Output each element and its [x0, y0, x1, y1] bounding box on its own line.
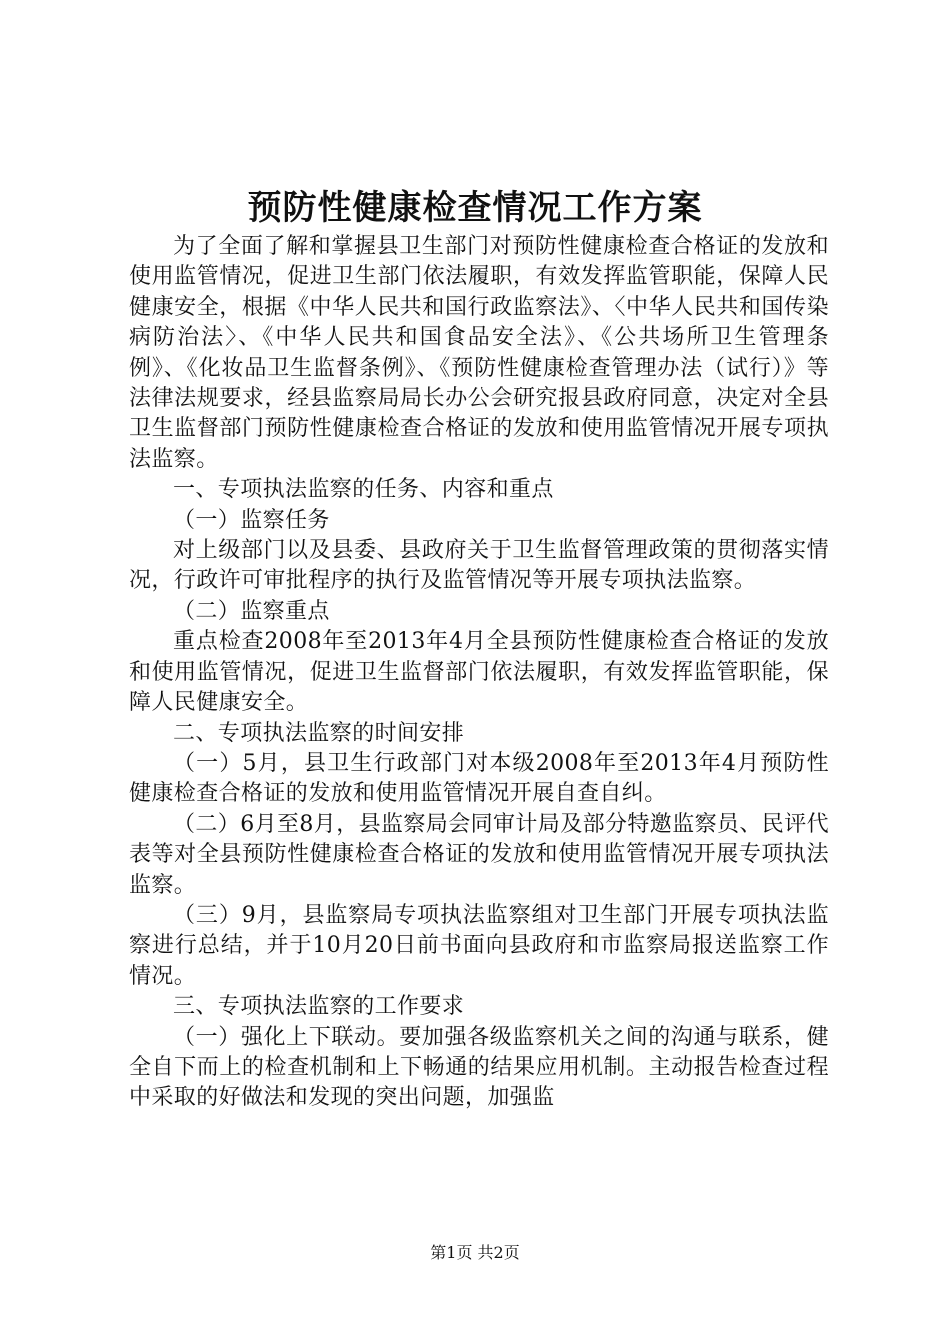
paragraph-schedule-1: （一）5月，县卫生行政部门对本级2008年至2013年4月预防性健康检查合格证的发放和使用监管情况开展自查自纠。	[129, 750, 829, 807]
paragraph-schedule-3: （三）9月，县监察局专项执法监察组对卫生部门开展专项执法监察进行总结，并于10月20日前书面向县政府和市监察局报送监察工作情况。	[129, 902, 829, 989]
paragraph-task: 对上级部门以及县委、县政府关于卫生监督管理政策的贯彻落实情况，行政许可审批程序的执行及监管情况等开展专项执法监察。	[129, 538, 829, 594]
section-heading-3: 三、专项执法监察的工作要求	[173, 994, 465, 1020]
document-body	[129, 232, 829, 1114]
paragraph-requirement-1: （一）强化上下联动。要加强各级监察机关之间的沟通与联系，健全自下而上的检查机制和上下畅通的结果应用机制。主动报告检查过程中采取的好做法和发现的突出问题，加强监	[129, 1024, 829, 1111]
page-footer: 第1页 共2页	[430, 1243, 520, 1262]
subsection-heading-1-1: （一）监察任务	[173, 507, 330, 533]
document-title: 预防性健康检查情况工作方案	[247, 188, 703, 228]
paragraph-focus: 重点检查2008年至2013年4月全县预防性健康检查合格证的发放和使用监管情况，促进卫生监督部门依法履职，有效发挥监管职能，保障人民健康安全。	[129, 629, 829, 716]
intro-paragraph: 为了全面了解和掌握县卫生部门对预防性健康检查合格证的发放和使用监管情况，促进卫生部门依法履职，有效发挥监管职能，保障人民健康安全，根据《中华人民共和国行政监察法》、〈中华人民共和国传染病防治法〉、《中华人民共和国食品安全法》、《公共场所卫生管理条例》、《化妆品卫生监督条例》、《预防性健康检查管理办法（试行）》等法律法规要求，经县监察局局长办公会研究报县政府同意，决定对全县卫生监督部门预防性健康检查合格证的发放和使用监管情况开展专项执法监察。	[129, 234, 829, 472]
paragraph-schedule-2: （二）6月至8月，县监察局会同审计局及部分特邀监察员、民评代表等对全县预防性健康检查合格证的发放和使用监管情况开展专项执法监察。	[129, 811, 829, 898]
subsection-heading-1-2: （二）监察重点	[173, 598, 330, 624]
section-heading-1: 一、专项执法监察的任务、内容和重点	[173, 477, 554, 503]
section-heading-2: 二、专项执法监察的时间安排	[173, 720, 465, 746]
